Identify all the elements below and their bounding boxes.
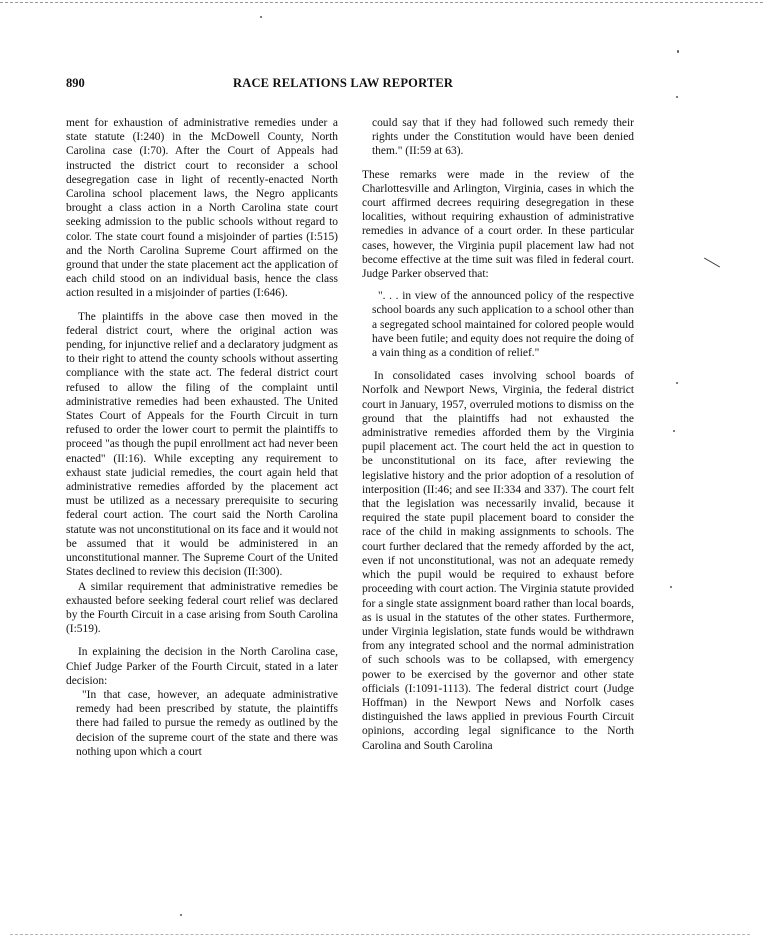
paragraph: ment for exhaustion of administrative remedies under a state statute (I:240) in the McDowell County, North Carolina case (I:70). After the Court of Appeals had instructed the district court to reconsider a school desegregation case in light of recently-enacted North Carolina school placement laws, the Negro applicants brought a class action in a North Carolina state court seeking admission to the public schools without regard to color. The state court found a misjoinder of parties (I:515) and the North Carolina Supreme Court affirmed on the ground that under the state placement act the application of each child stood on an individual basis, hence the class action resulted in a misjoinder of parties (I:646). [66,117,338,300]
paragraph: These remarks were made in the review of the Charlottesville and Arlington, Virginia, cases in which the court affirmed decrees requiring desegregation in these localities, without requiring exhaustion of administrative remedies in advance of a court order. In these particular cases, however, the Virginia pupil placement law had not become effective at the time suit was filed in federal court. Judge Parker observed that: [362,168,634,281]
paragraph: A similar requirement that administrative remedies be exhausted before seeking federal court relief was declared by the Fourth Circuit in a case arising from South Carolina (I:519). [66,580,338,636]
page-header [66,76,646,92]
paragraph: In explaining the decision in the North Carolina case, Chief Judge Parker of the Fourth Circuit, stated in a later decision: [66,646,338,687]
scan-speck [677,50,679,53]
block-quote: ". . . in view of the announced policy of the respective school boards any such application to a school other than a segregated school maintained for colored people would have been futile; and equity does not require the doing of a vain thing as a condition of relief." [372,290,634,360]
right-column [362,116,634,753]
paragraph: The plaintiffs in the above case then moved in the federal district court, where the original action was pending, for injunctive relief and a declaratory judgment as to their right to attend the county schools without asserting compliance with the state act. The federal district court refused to allow the filing of the complaint until administrative remedies had been exhausted. The United States Court of Appeals for the Fourth Circuit in turn refused to order the lower court to permit the plaintiffs to proceed "as though the pupil enrollment act had never been enacted" (II:16). While excepting any requirement to exhaust state judicial remedies, the court again held that administrative remedies afforded by the placement act must be utilized as a necessary prerequisite to securing federal court action. The court said the North Carolina statute was not unconstitutional on its face and it would not be assumed that it would be administered in an unconstitutional manner. The Supreme Court of the United States declined to review this decision (II:300). [66,310,338,579]
scan-speck [676,382,678,384]
scan-speck [676,96,678,98]
scan-margin-mark [704,258,720,268]
block-quote: "In that case, however, an adequate administrative remedy had been prescribed by statute, the plaintiffs there had failed to pursue the remedy as outlined by the decision of the supreme court of the state and there was nothing upon which a court [76,688,338,758]
scan-speck [670,586,672,588]
scan-speck [673,430,675,432]
running-head: RACE RELATIONS LAW REPORTER [233,76,454,90]
paragraph: In consolidated cases involving school boards of Norfolk and Newport News, Virginia, the federal district court in January, 1957, overruled motions to dismiss on the ground that the plaintiffs had not exhausted the administrative remedies afforded them by the Virginia pupil placement act. The court held the act in question to be unconstitutional on its face, after reviewing the legislative history and the prior adoption of a resolution of interposition (II:46; and see II:334 and 337). The court felt that the legislation was necessarily invalid, because it required the state pupil placement board to consider the race of the child in making assignments to schools. The court further declared that the remedy afforded by the act, even if not unconstitutional, was not an adequate remedy which the pupil would be required to exhaust before proceeding with court action. The Virginia statute provided for a single state assignment board rather than local boards, as is usual in the statutes of the other states. Furthermore, under Virginia legislation, state funds would be withdrawn from any integrated school and the normal administration of such schools was to be collapsed, with emergency power to be exercised by the governor and other state officials (I:1091-1113). The federal district court (Judge Hoffman) in the Newport News and Norfolk cases distinguished the laws applied in previous Fourth Circuit opinions, according legal significance to the North Carolina and South Carolina [362,370,634,752]
scan-speck [180,914,182,916]
page-number: 890 [66,76,85,90]
scan-bottom-border [10,934,750,935]
block-quote-continued: could say that if they had followed such remedy their rights under the Constitution would have been denied them." (II:59 at 63). [372,117,634,158]
scan-speck [260,16,262,18]
scan-top-border [0,2,763,3]
left-column [66,116,338,759]
